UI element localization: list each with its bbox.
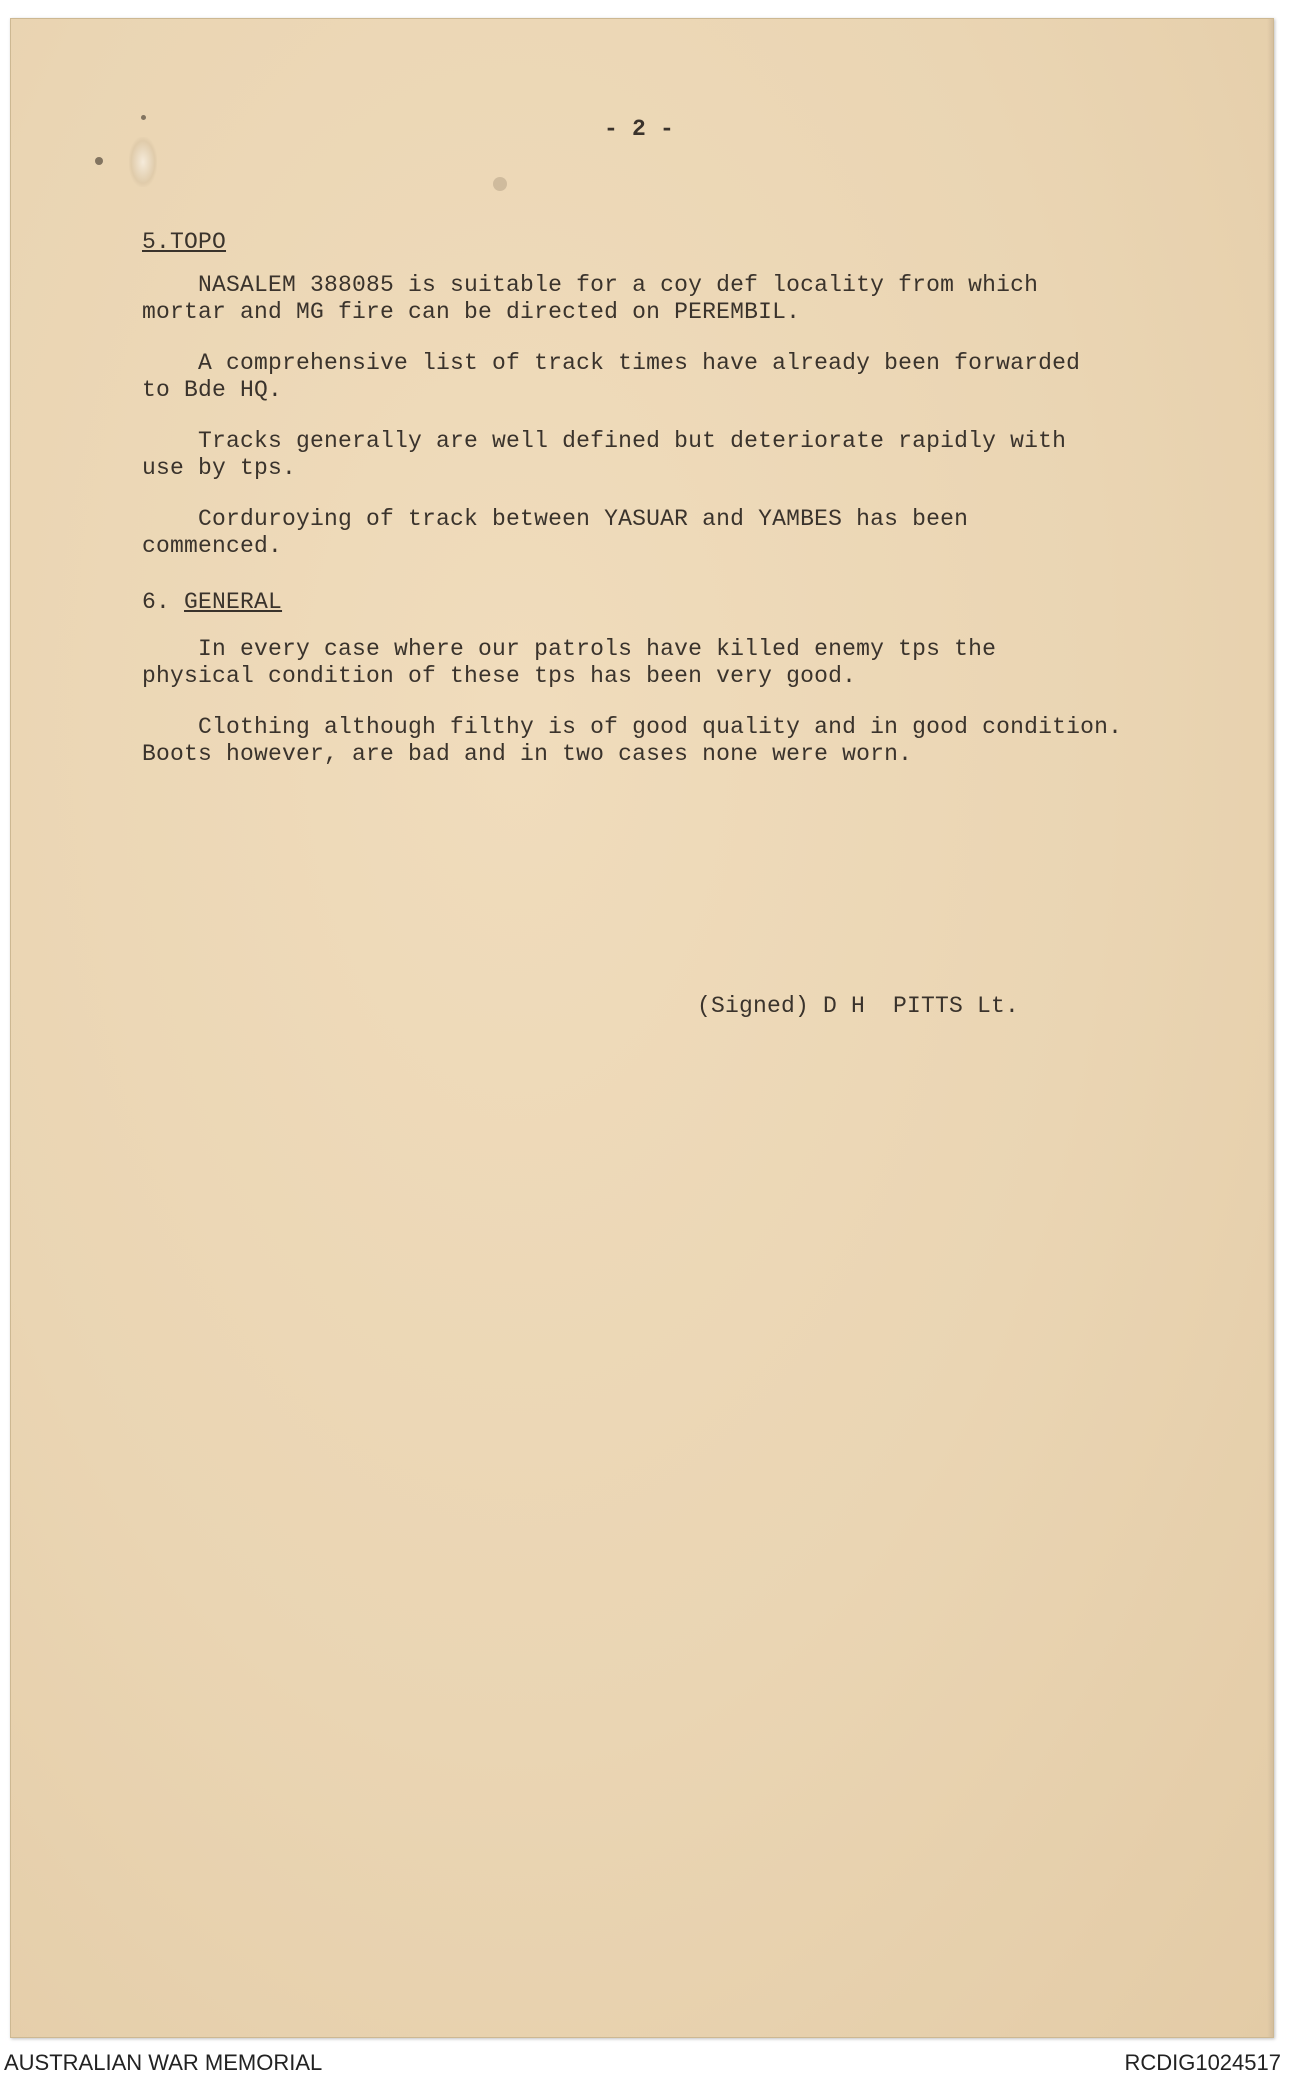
section-5-paragraph-4-line-2: commenced. bbox=[142, 533, 283, 559]
paper-stain bbox=[95, 157, 103, 165]
section-6-paragraph-2-line-1: Clothing although filthy is of good quality and in good condition. bbox=[142, 714, 1123, 740]
section-6-title: GENERAL bbox=[184, 589, 283, 615]
section-5-paragraph-2-line-1: A comprehensive list of track times have already been forwarded bbox=[142, 350, 1081, 376]
archive-credit: AUSTRALIAN WAR MEMORIAL bbox=[4, 2050, 323, 2075]
punch-hole-mark bbox=[129, 137, 157, 187]
paper-stain bbox=[493, 177, 507, 191]
section-6-heading bbox=[142, 589, 282, 616]
section-6-paragraph-2-line-2: Boots however, are bad and in two cases none were worn. bbox=[142, 741, 913, 767]
archive-id: RCDIG1024517 bbox=[1124, 2050, 1281, 2075]
section-6-number: 6. bbox=[142, 589, 185, 615]
signature-line: (Signed) D H PITTS Lt. bbox=[697, 993, 1020, 1019]
section-5-paragraph-4-line-1: Corduroying of track between YASUAR and YAMBES has been bbox=[142, 506, 969, 532]
section-5-paragraph-3-line-2: use by tps. bbox=[142, 455, 297, 481]
section-6-paragraph-1-line-2: physical condition of these tps has been very good. bbox=[142, 663, 857, 689]
paper-stain bbox=[141, 115, 146, 120]
section-5-paragraph-1-line-2: mortar and MG fire can be directed on PEREMBIL. bbox=[142, 299, 801, 325]
section-5-paragraph-1-line-1: NASALEM 388085 is suitable for a coy def locality from which bbox=[142, 272, 1039, 298]
section-5-paragraph-2-line-2: to Bde HQ. bbox=[142, 377, 283, 403]
page-number: - 2 - bbox=[604, 116, 675, 142]
section-6-paragraph-1-line-1: In every case where our patrols have killed enemy tps the bbox=[142, 636, 997, 662]
section-5-paragraph-3-line-1: Tracks generally are well defined but deteriorate rapidly with bbox=[142, 428, 1067, 454]
section-5-heading: 5.TOPO bbox=[142, 229, 227, 255]
